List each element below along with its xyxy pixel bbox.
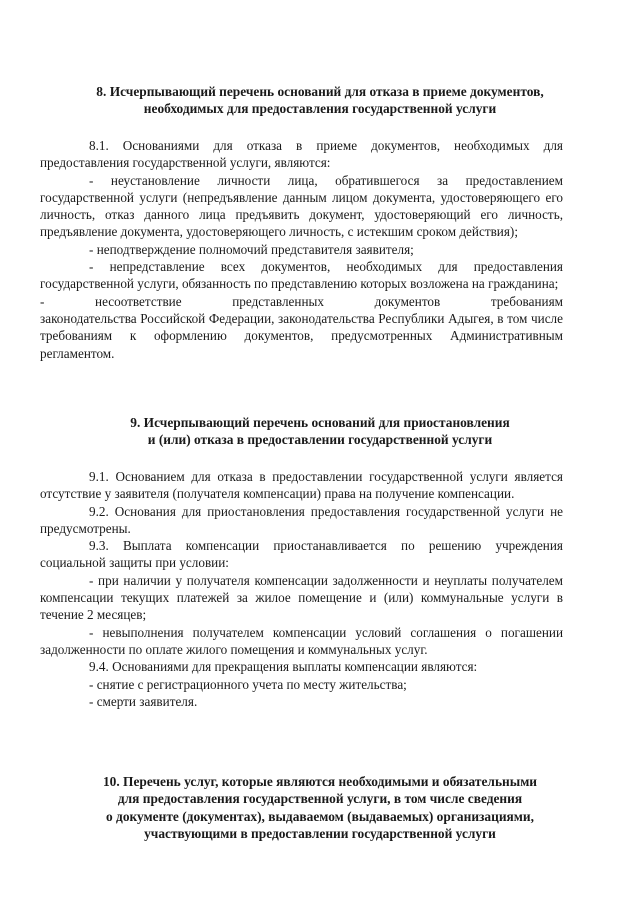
section-9-heading-line-2: и (или) отказа в предоставлении государственной услуги (147, 432, 493, 448)
list-item: - при наличии у получателя компенсации задолженности и неуплаты получателем компенсации текущих платежей за жилое помещение и (или) коммунальные услуги в течение 2 месяцев; (40, 572, 563, 623)
list-item: - неустановление личности лица, обратившегося за предоставлением государственной услуги (непредъявление данным лицом документа, удостоверяющего его личность, отказ данного лица предъявить документ, удостоверяющий его личность, предъявление документа, удостоверяющего личность, с истекшим сроком действия); (40, 172, 563, 240)
paragraph-9-2: 9.2. Основания для приостановления предоставления государственной услуги не предусмотрены. (40, 503, 563, 536)
section-10-heading-line-3: о документе (документах), выдаваемом (выдаваемых) организациями, (106, 808, 534, 824)
section-9-body (40, 468, 563, 710)
section-8-heading-line-2: необходимых для предоставления государственной услуги (143, 101, 497, 117)
list-item: - невыполнения получателем компенсации условий соглашения о погашении задолженности по оплате жилого помещения и коммунальных услуг. (40, 624, 563, 657)
list-item: - снятие с регистрационного учета по месту жительства; (89, 676, 407, 692)
paragraph-9-1: 9.1. Основанием для отказа в предоставлении государственной услуги является отсутствие у заявителя (получателя компенсации) права на получение компенсации. (40, 469, 563, 502)
paragraph-9-4: 9.4. Основаниями для прекращения выплаты компенсации являются: (89, 659, 478, 675)
section-10-heading (40, 773, 600, 842)
list-item-first-line: - несоответствие представленных документов требованиям (40, 293, 563, 309)
list-item: - смерти заявителя. (89, 693, 198, 709)
section-8-heading (40, 83, 600, 118)
section-10-heading-line-4: участвующими в предоставлении государственной услуги (144, 825, 496, 841)
paragraph-9-3: 9.3. Выплата компенсации приостанавливается по решению учреждения социальной защиты при условии: (40, 538, 563, 571)
list-item: - непредставление всех документов, необходимых для предоставления государственной услуги, обязанность по представлению которых возложена на гражданина; (40, 259, 563, 292)
list-item-continuation: законодательства Российской Федерации, законодательства Республики Адыгея, в том числе требованиям к оформлению документов, предусмотренных Административным регламентом. (40, 310, 563, 361)
section-8-body (40, 137, 563, 362)
section-8-heading-line-1: 8. Исчерпывающий перечень оснований для отказа в приеме документов, (96, 84, 544, 99)
section-10-heading-line-1: 10. Перечень услуг, которые являются необходимыми и обязательными (102, 774, 538, 789)
section-9-heading (40, 414, 600, 449)
section-9-heading-line-1: 9. Исчерпывающий перечень оснований для приостановления (130, 415, 510, 430)
list-item: - неподтверждение полномочий представителя заявителя; (89, 241, 414, 257)
section-10-heading-line-2: для предоставления государственной услуги, в том числе сведения (117, 791, 523, 807)
paragraph-8-1: 8.1. Основаниями для отказа в приеме документов, необходимых для предоставления государственной услуги, являются: (40, 138, 563, 171)
